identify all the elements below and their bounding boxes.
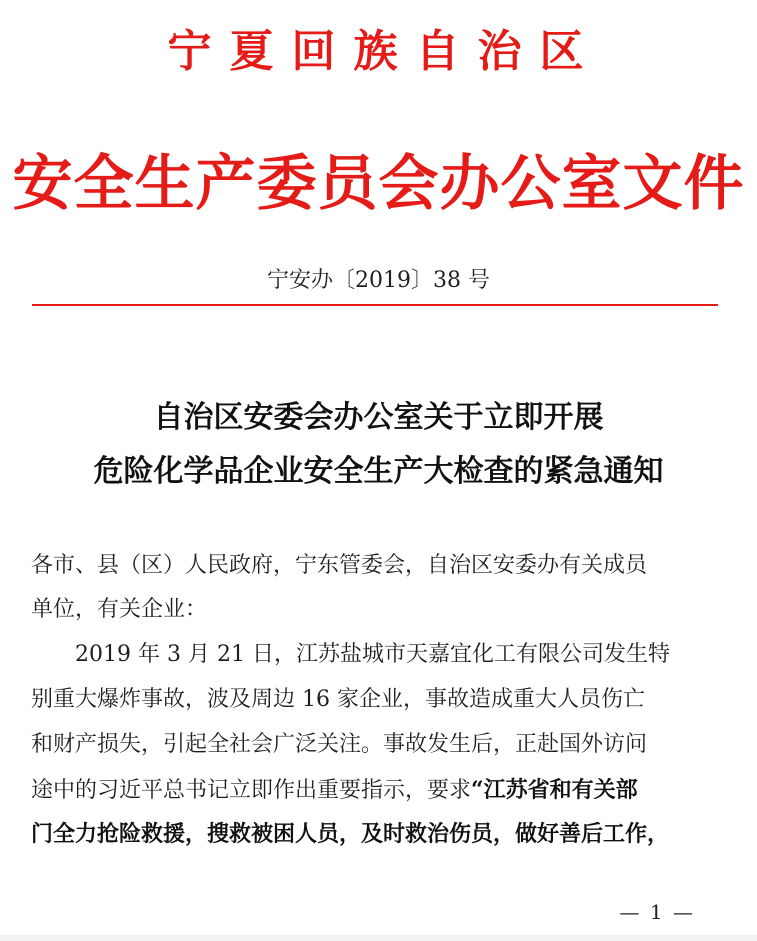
body-line [31,773,731,808]
issuing-office-header: 安全生产委员会办公室文件 [12,149,745,219]
issuing-region: 宁夏回族自治区 [167,26,602,77]
body-quote-start: “江苏省和有关部 [471,777,638,803]
document-title-line2: 危险化学品企业安全生产大检查的紧急通知 [93,454,664,489]
body-line: 和财产损失，引起全社会广泛关注。事故发生后，正赴国外访问 [31,732,648,757]
document-title-line1: 自治区安委会办公室关于立即开展 [153,400,604,435]
red-divider [32,304,718,306]
document-number: 宁安办〔2019〕38 号 [267,268,490,293]
page-bottom-edge [0,935,757,941]
page-number: — 1 — [619,900,695,924]
body-line: 单位，有关企业： [31,597,208,622]
body-line: 别重大爆炸事故，波及周边 16 家企业，事故造成重大人员伤亡 [31,687,645,712]
body-line: 各市、县（区）人民政府，宁东管委会，自治区安委办有关成员 [31,553,648,578]
body-line-segment: 途中的习近平总书记立即作出重要指示，要求 [31,778,472,803]
body-line-quote: 门全力抢险救援，搜救被困人员，及时救治伤员，做好善后工作， [31,821,670,847]
body-line: 2019 年 3 月 21 日，江苏盐城市天嘉宜化工有限公司发生特 [31,642,670,667]
